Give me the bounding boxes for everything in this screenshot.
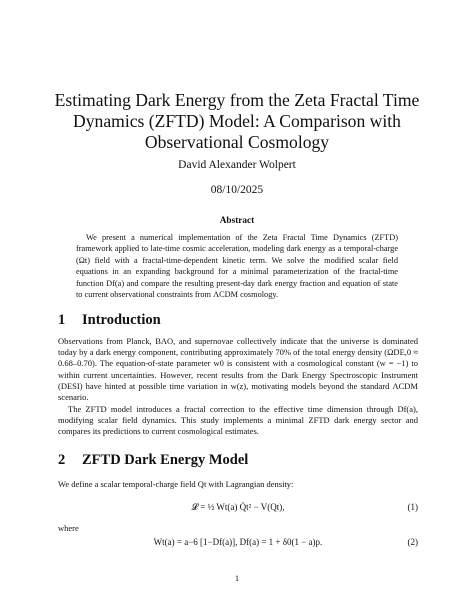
equation-number: (2) <box>407 537 418 547</box>
intro-paragraph-2: The ZFTD model introduces a fractal correction to the effective time dimension through Df(a), modifying scalar field dynamics. This study implements a minimal ZFTD dark energy sector and compares its predictions to current cosmological estimates. <box>58 404 418 437</box>
page-number: 1 <box>234 573 240 583</box>
abstract-text: We present a numerical implementation of the Zeta Fractal Time Dynamics (ZFTD) framework applied to late-time cosmic acceleration, modeling dark energy as a temporal-charge (Ωt) field with a fractal-time-dependent kinetic term. We solve the modified scalar field equations in an expanding background for a minimal parameterization of the fractal-time function Df(a) and compare the resulting present-day dark energy fraction and equation of state to current observational constraints from ΛCDM cosmology. <box>76 233 398 300</box>
equation-2 <box>58 535 418 553</box>
equation-1 <box>58 500 418 518</box>
model-paragraph-1: We define a scalar temporal-charge field Qt with Lagrangian density: <box>58 479 294 489</box>
section-number: 2 <box>58 452 66 468</box>
equation-number: (1) <box>407 502 418 512</box>
section-title: Introduction <box>82 312 161 328</box>
abstract-heading: Abstract <box>219 216 255 226</box>
author-name: David Alexander Wolpert <box>178 159 296 171</box>
intro-paragraph-1: Observations from Planck, BAO, and supernovae collectively indicate that the universe is dominated today by a dark energy component, contributing approximately 70% of the total energy density (ΩDE,0 ≈ 0.68–0.70). The equation-of-state parameter w0 is consistent with a cosmological constant (w = −1) to within current uncertainties. However, recent results from the Dark Energy Spectroscopic Instrument (DESI) have hinted at possible time variation in w(z), motivating models beyond the standard ΛCDM scenario. <box>58 336 418 403</box>
section-number: 1 <box>58 312 66 328</box>
section-heading-introduction <box>58 312 418 329</box>
section-title: ZFTD Dark Energy Model <box>82 452 249 468</box>
section-heading-zftd-model <box>58 452 418 469</box>
equation-body: 𝓛 = ½ Wt(a) Q̇t² − V(Qt), <box>191 502 285 512</box>
where-label: where <box>58 523 79 533</box>
paper-date: 08/10/2025 <box>210 184 264 196</box>
equation-body: Wt(a) = a−6 [1−Df(a)], Df(a) = 1 + δ0(1 − a)p. <box>153 537 323 547</box>
paper-title: Estimating Dark Energy from the Zeta Fractal Time Dynamics (ZFTD) Model: A Comparison with Observational Cosmology <box>54 90 420 152</box>
